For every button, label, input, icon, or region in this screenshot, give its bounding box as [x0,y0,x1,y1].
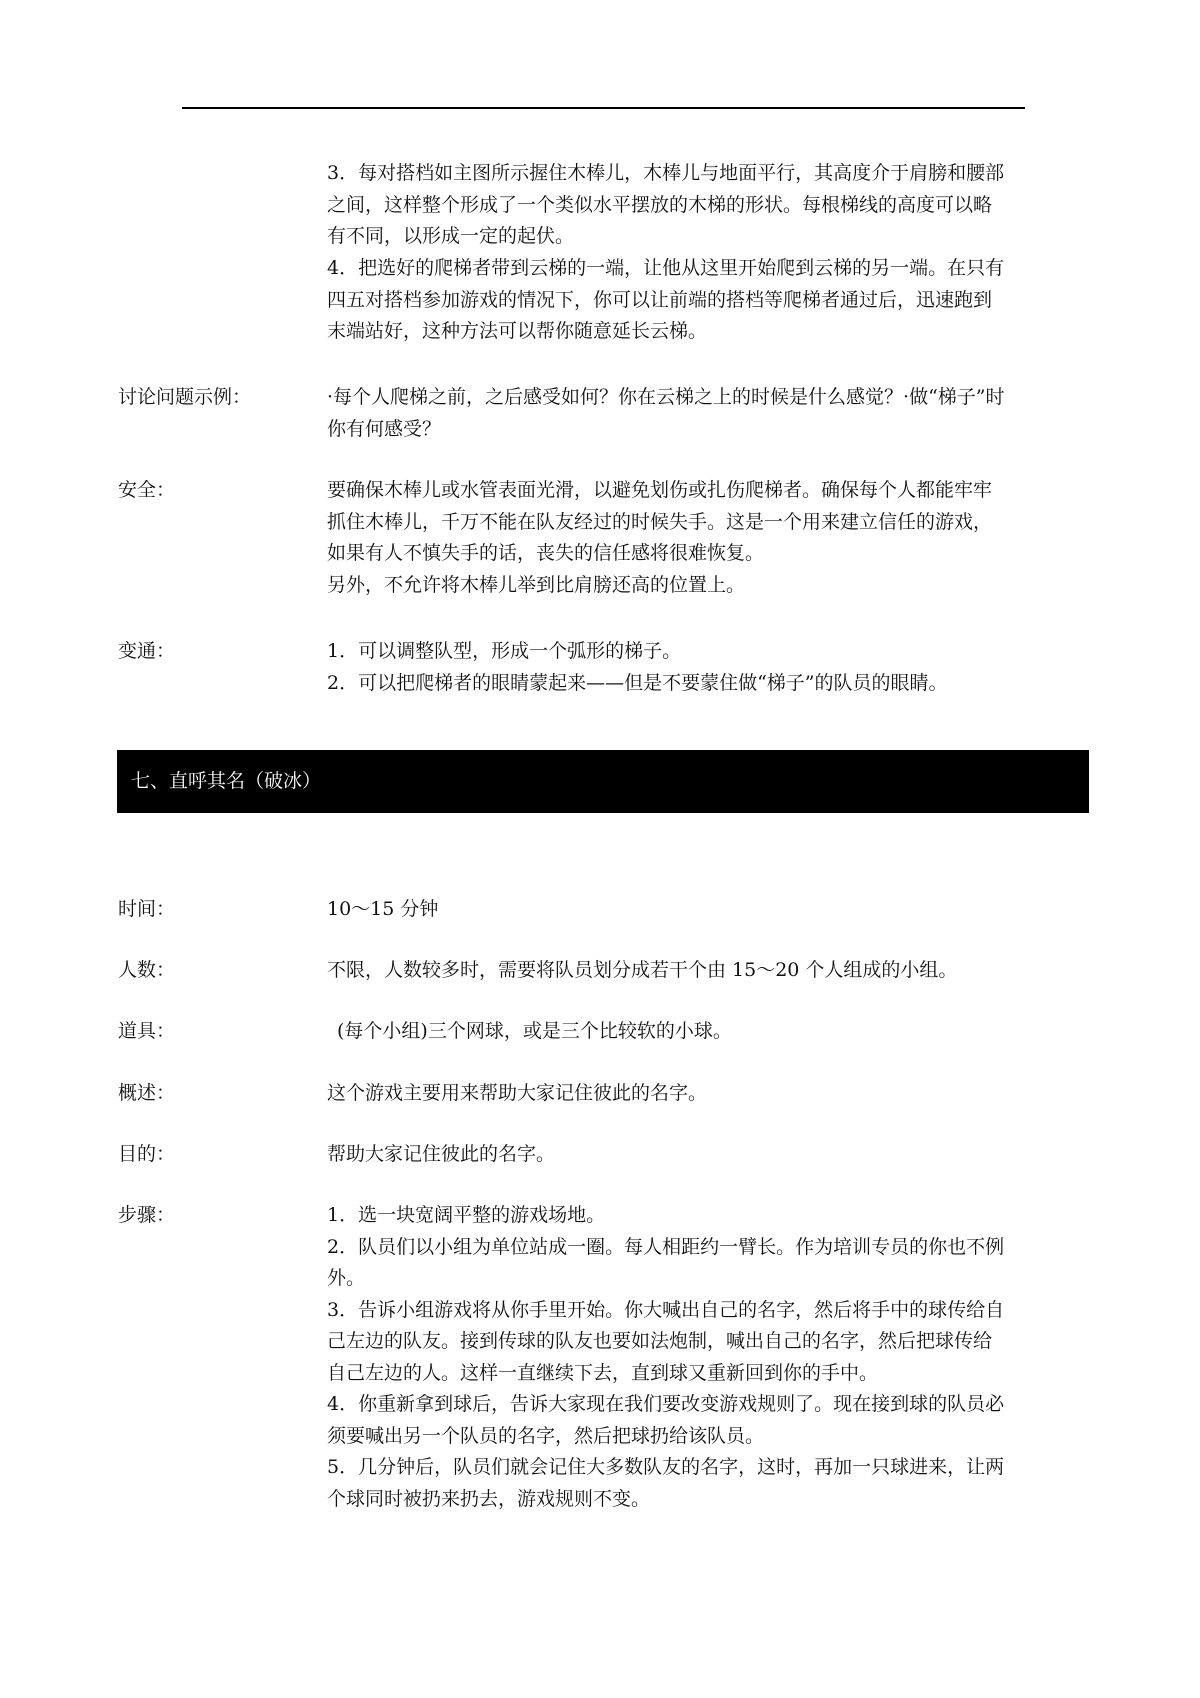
props-label: 道具： [118,1020,176,1042]
intro-step-3 [327,158,1072,253]
overview-label: 概述： [118,1082,176,1104]
variations-label: 变通： [118,640,176,662]
discussion-text [327,382,1087,445]
text-line: 四五对搭档参加游戏的情况下，你可以让前端的搭档等爬梯者通过后，迅速跑到 [327,288,993,311]
intro-step-4 [327,253,1072,348]
text-line: 你有何感受？ [327,417,442,440]
text-line: 另外，不允许将木棒儿举到比肩膀还高的位置上。 [327,573,746,596]
text-line: 要确保木棒儿或水管表面光滑，以避免划伤或扎伤爬梯者。确保每个人都能牢牢 [327,479,993,501]
steps-label: 步骤： [118,1204,176,1226]
text-line: 2．可以把爬梯者的眼睛蒙起来——但是不要蒙住做“梯子”的队员的眼睛。 [327,671,948,694]
safety-text [327,475,1087,601]
text-line: 外。 [327,1267,366,1289]
header-rule [182,107,1025,109]
text-line: 3．告诉小组游戏将从你手里开始。你大喊出自己的名字，然后将手中的球传给自 [327,1298,1005,1321]
time-value: 10～15 分钟 [327,898,439,920]
text-line: 有不同，以形成一定的起伏。 [327,225,575,247]
safety-label: 安全： [118,479,176,501]
text-line: 己左边的队友。接到传球的队友也要如法炮制，喊出自己的名字，然后把球传给 [327,1330,993,1352]
people-label: 人数： [118,959,176,981]
text-line: 末端站好，这种方法可以帮你随意延长云梯。 [327,320,708,342]
text-line: 须要喊出另一个队员的名字，然后把球扔给该队员。 [327,1424,765,1447]
purpose-label: 目的： [118,1143,176,1165]
variations-text [327,636,1087,699]
text-line: 个球同时被扔来扔去，游戏规则不变。 [327,1487,651,1510]
purpose-value: 帮助大家记住彼此的名字。 [327,1143,556,1165]
text-line: 之间，这样整个形成了一个类似水平摆放的木梯的形状。每根梯线的高度可以略 [327,193,993,216]
text-line: 4．把选好的爬梯者带到云梯的一端，让他从这里开始爬到云梯的另一端。在只有 [327,257,1005,279]
text-line: 1．可以调整队型，形成一个弧形的梯子。 [327,640,682,662]
text-line: 2．队员们以小组为单位站成一圈。每人相距约一臂长。作为培训专员的你也不例 [327,1235,1005,1258]
text-line: 4．你重新拿到球后，告诉大家现在我们要改变游戏规则了。现在接到球的队员必 [327,1393,1005,1415]
text-line: 1．选一块宽阔平整的游戏场地。 [327,1204,606,1226]
steps-text [327,1200,1087,1515]
text-line: 如果有人不慎失手的话，丧失的信任感将很难恢复。 [327,542,765,564]
discussion-label: 讨论问题示例： [118,386,252,408]
text-line: 5．几分钟后，队员们就会记住大多数队友的名字，这时，再加一只球进来，让两 [327,1456,1005,1478]
section-title: 七、直呼其名（破冰） [131,770,322,792]
overview-value: 这个游戏主要用来帮助大家记住彼此的名字。 [327,1082,708,1104]
text-line: 自己左边的人。这样一直继续下去，直到球又重新回到你的手中。 [327,1361,879,1384]
text-line: 抓住木棒儿，千万不能在队友经过的时候失手。这是一个用来建立信任的游戏， [327,510,993,533]
section-banner [117,750,1089,813]
props-value: (每个小组)三个网球，或是三个比较软的小球。 [337,1020,732,1042]
text-line: 3．每对搭档如主图所示握住木棒儿，木棒儿与地面平行，其高度介于肩膀和腰部 [327,162,1005,184]
text-line: ·每个人爬梯之前，之后感受如何？你在云梯之上的时候是什么感觉？·做“梯子”时 [327,386,1005,408]
people-value: 不限，人数较多时，需要将队员划分成若干个由 15～20 个人组成的小组。 [327,959,958,981]
time-label: 时间： [118,898,176,920]
